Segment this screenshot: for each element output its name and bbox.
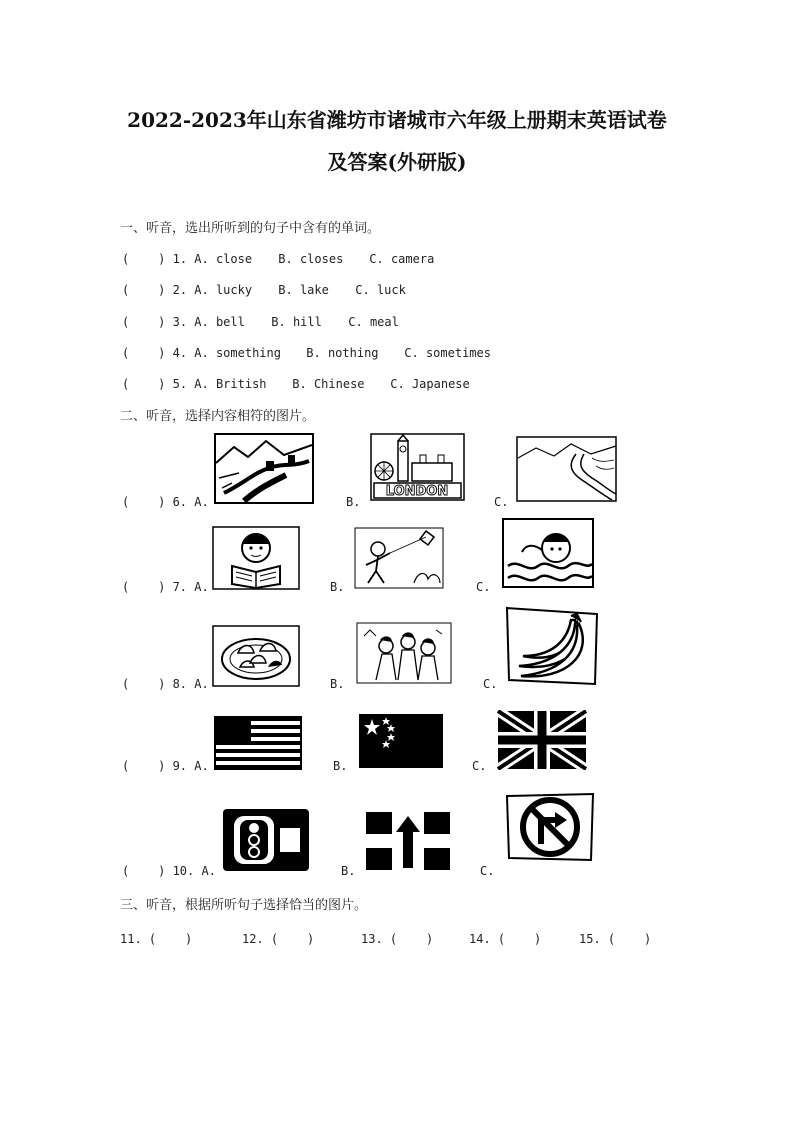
china-flag-icon[interactable]: [358, 713, 444, 769]
answer-12[interactable]: 12. ( ): [242, 932, 315, 946]
question-10-c-label: C.: [480, 864, 495, 878]
traffic-light-icon[interactable]: [222, 808, 310, 872]
question-8-c-label: C.: [483, 677, 498, 691]
children-group-icon[interactable]: [356, 622, 452, 684]
question-6-b-label: B.: [346, 495, 361, 509]
answer-blank[interactable]: ( ): [122, 283, 166, 297]
kite-boy-icon[interactable]: [354, 527, 444, 589]
london-skyline-icon[interactable]: [370, 433, 465, 501]
answer-11[interactable]: 11. ( ): [120, 932, 193, 946]
question-6-label: ( ) 6. A.: [122, 495, 209, 509]
option-c: C. meal: [348, 315, 399, 329]
question-7-label: ( ) 7. A.: [122, 580, 209, 594]
answer-blank[interactable]: ( ): [122, 315, 166, 329]
option-c: C. luck: [355, 283, 406, 297]
question-num: 2.: [172, 283, 188, 297]
option-c: C. camera: [369, 252, 435, 266]
question-7-c-label: C.: [476, 580, 491, 594]
no-right-turn-icon[interactable]: [505, 792, 595, 862]
answer-blank[interactable]: ( ): [122, 252, 166, 266]
river-landscape-icon[interactable]: [516, 436, 617, 502]
option-a: A. close: [194, 252, 253, 266]
usa-flag-icon[interactable]: [214, 716, 302, 770]
question-num: 1.: [172, 252, 188, 266]
section3-answers: [120, 932, 652, 1016]
page-title-line2: 及答案(外研版): [327, 150, 467, 174]
dumplings-icon[interactable]: [212, 625, 300, 687]
answer-14[interactable]: 14. ( ): [469, 932, 542, 946]
option-a: A. bell: [194, 315, 245, 329]
answer-blank[interactable]: ( ): [122, 346, 166, 360]
go-straight-sign-icon[interactable]: [364, 810, 452, 872]
section3-heading: 三、听音，根据所听句子选择恰当的图片。: [120, 898, 368, 913]
option-b: B. hill: [271, 315, 322, 329]
london-sign-text: LONDON: [385, 484, 449, 499]
question-8-b-label: B.: [330, 677, 345, 691]
question-3: [122, 315, 399, 329]
option-b: B. closes: [278, 252, 344, 266]
question-9-c-label: C.: [472, 759, 487, 773]
option-a: A. something: [194, 346, 281, 360]
option-a: A. British: [194, 377, 267, 391]
section2-heading: 二、听音，选择内容相符的图片。: [120, 409, 316, 424]
question-num: 4.: [172, 346, 188, 360]
question-6-c-label: C.: [494, 495, 509, 509]
question-1: [122, 252, 434, 266]
question-num: 3.: [172, 315, 188, 329]
question-9-label: ( ) 9. A.: [122, 759, 209, 773]
question-5: [122, 377, 470, 391]
uk-flag-icon[interactable]: [497, 710, 587, 770]
option-c: C. sometimes: [404, 346, 491, 360]
answer-13[interactable]: 13. ( ): [361, 932, 434, 946]
answer-blank[interactable]: ( ): [122, 377, 166, 391]
question-4: [122, 346, 491, 360]
option-b: B. Chinese: [292, 377, 365, 391]
answer-15[interactable]: 15. ( ): [579, 932, 652, 946]
section1-heading: 一、听音，选出所听到的句子中含有的单词。: [120, 221, 381, 236]
great-wall-icon[interactable]: [214, 433, 314, 504]
option-b: B. lake: [278, 283, 329, 297]
option-b: B. nothing: [306, 346, 379, 360]
bananas-icon[interactable]: [505, 606, 599, 686]
question-8-label: ( ) 8. A.: [122, 677, 209, 691]
page-title-line1: 2022-2023年山东省潍坊市诸城市六年级上册期末英语试卷: [127, 108, 667, 132]
question-9-b-label: B.: [333, 759, 348, 773]
question-num: 5.: [172, 377, 188, 391]
question-7-b-label: B.: [330, 580, 345, 594]
question-10-b-label: B.: [341, 864, 356, 878]
swimming-boy-icon[interactable]: [502, 518, 594, 588]
question-10-label: ( ) 10. A.: [122, 864, 216, 878]
option-a: A. lucky: [194, 283, 253, 297]
option-c: C. Japanese: [390, 377, 470, 391]
question-2: [122, 283, 406, 297]
reading-boy-icon[interactable]: [212, 526, 300, 590]
